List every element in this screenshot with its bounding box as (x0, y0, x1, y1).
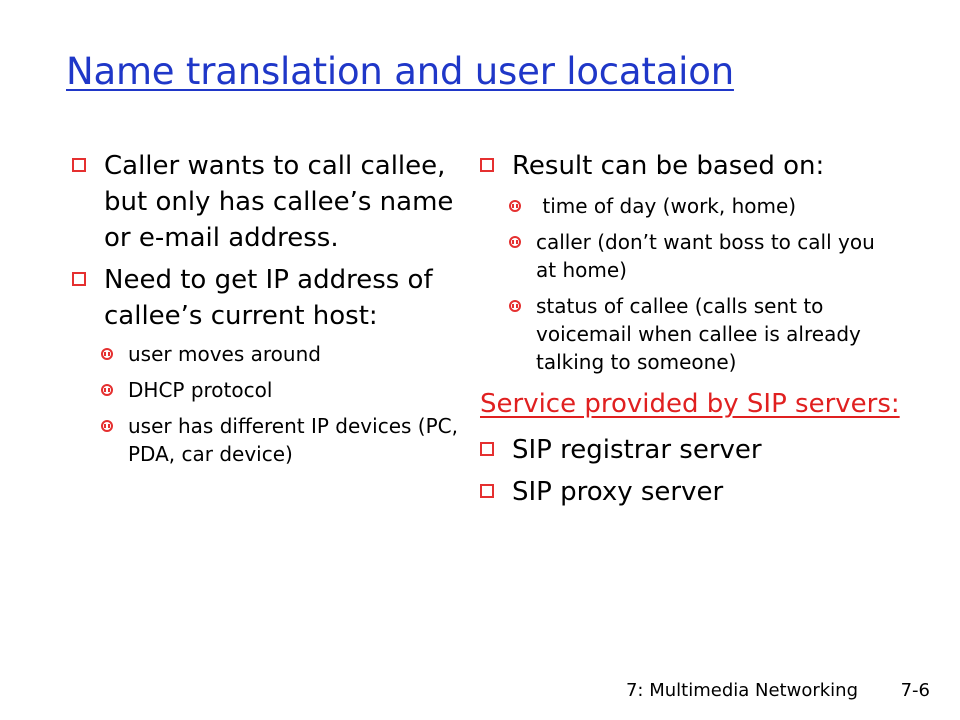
square-bullet-icon (480, 484, 494, 498)
bullet-text: SIP proxy server (512, 477, 724, 507)
bullet-item (72, 148, 462, 256)
bullet-item (480, 432, 880, 468)
m-bullet-icon (101, 420, 113, 432)
sub-bullet-text: user moves around (128, 342, 321, 366)
bullet-item (480, 474, 880, 510)
bullet-text: Need to get IP address of callee’s current host: (104, 265, 433, 331)
bullet-text: Caller wants to call callee, but only has callee’s name or e-mail address. (104, 151, 454, 253)
sub-bullet-item (100, 340, 462, 368)
sub-bullet-item (508, 292, 880, 376)
sub-bullet-item (508, 192, 880, 220)
m-bullet-icon (509, 300, 521, 312)
service-heading: Service provided by SIP servers: (480, 389, 900, 419)
m-bullet-icon (101, 384, 113, 396)
bullet-item (480, 148, 880, 184)
m-bullet-icon (101, 348, 113, 360)
sub-bullet-list (508, 192, 880, 376)
square-bullet-icon (72, 272, 86, 286)
bullet-item (72, 262, 462, 334)
sub-bullet-text: time of day (work, home) (536, 194, 797, 218)
sub-bullet-item (100, 376, 462, 404)
sub-bullet-item (100, 412, 462, 468)
bullet-text: SIP registrar server (512, 435, 762, 465)
m-bullet-icon (509, 200, 521, 212)
footer-page-number: 7-6 (900, 680, 930, 701)
m-bullet-icon (509, 236, 521, 248)
sub-bullet-list (100, 340, 462, 468)
square-bullet-icon (72, 158, 86, 172)
sub-bullet-text: caller (don’t want boss to call you at home) (536, 230, 875, 282)
sub-bullet-text: status of callee (calls sent to voicemail when callee is already talking to someone) (536, 294, 861, 374)
square-bullet-icon (480, 158, 494, 172)
footer-chapter: 7: Multimedia Networking (625, 680, 858, 701)
slide-title: Name translation and user locataion (66, 50, 734, 93)
left-column (72, 148, 462, 468)
sub-bullet-item (508, 228, 880, 284)
right-column (480, 148, 900, 510)
sub-bullet-text: user has different IP devices (PC, PDA, car device) (128, 414, 458, 466)
sub-bullet-text: DHCP protocol (128, 378, 273, 402)
bullet-text: Result can be based on: (512, 151, 825, 181)
square-bullet-icon (480, 442, 494, 456)
